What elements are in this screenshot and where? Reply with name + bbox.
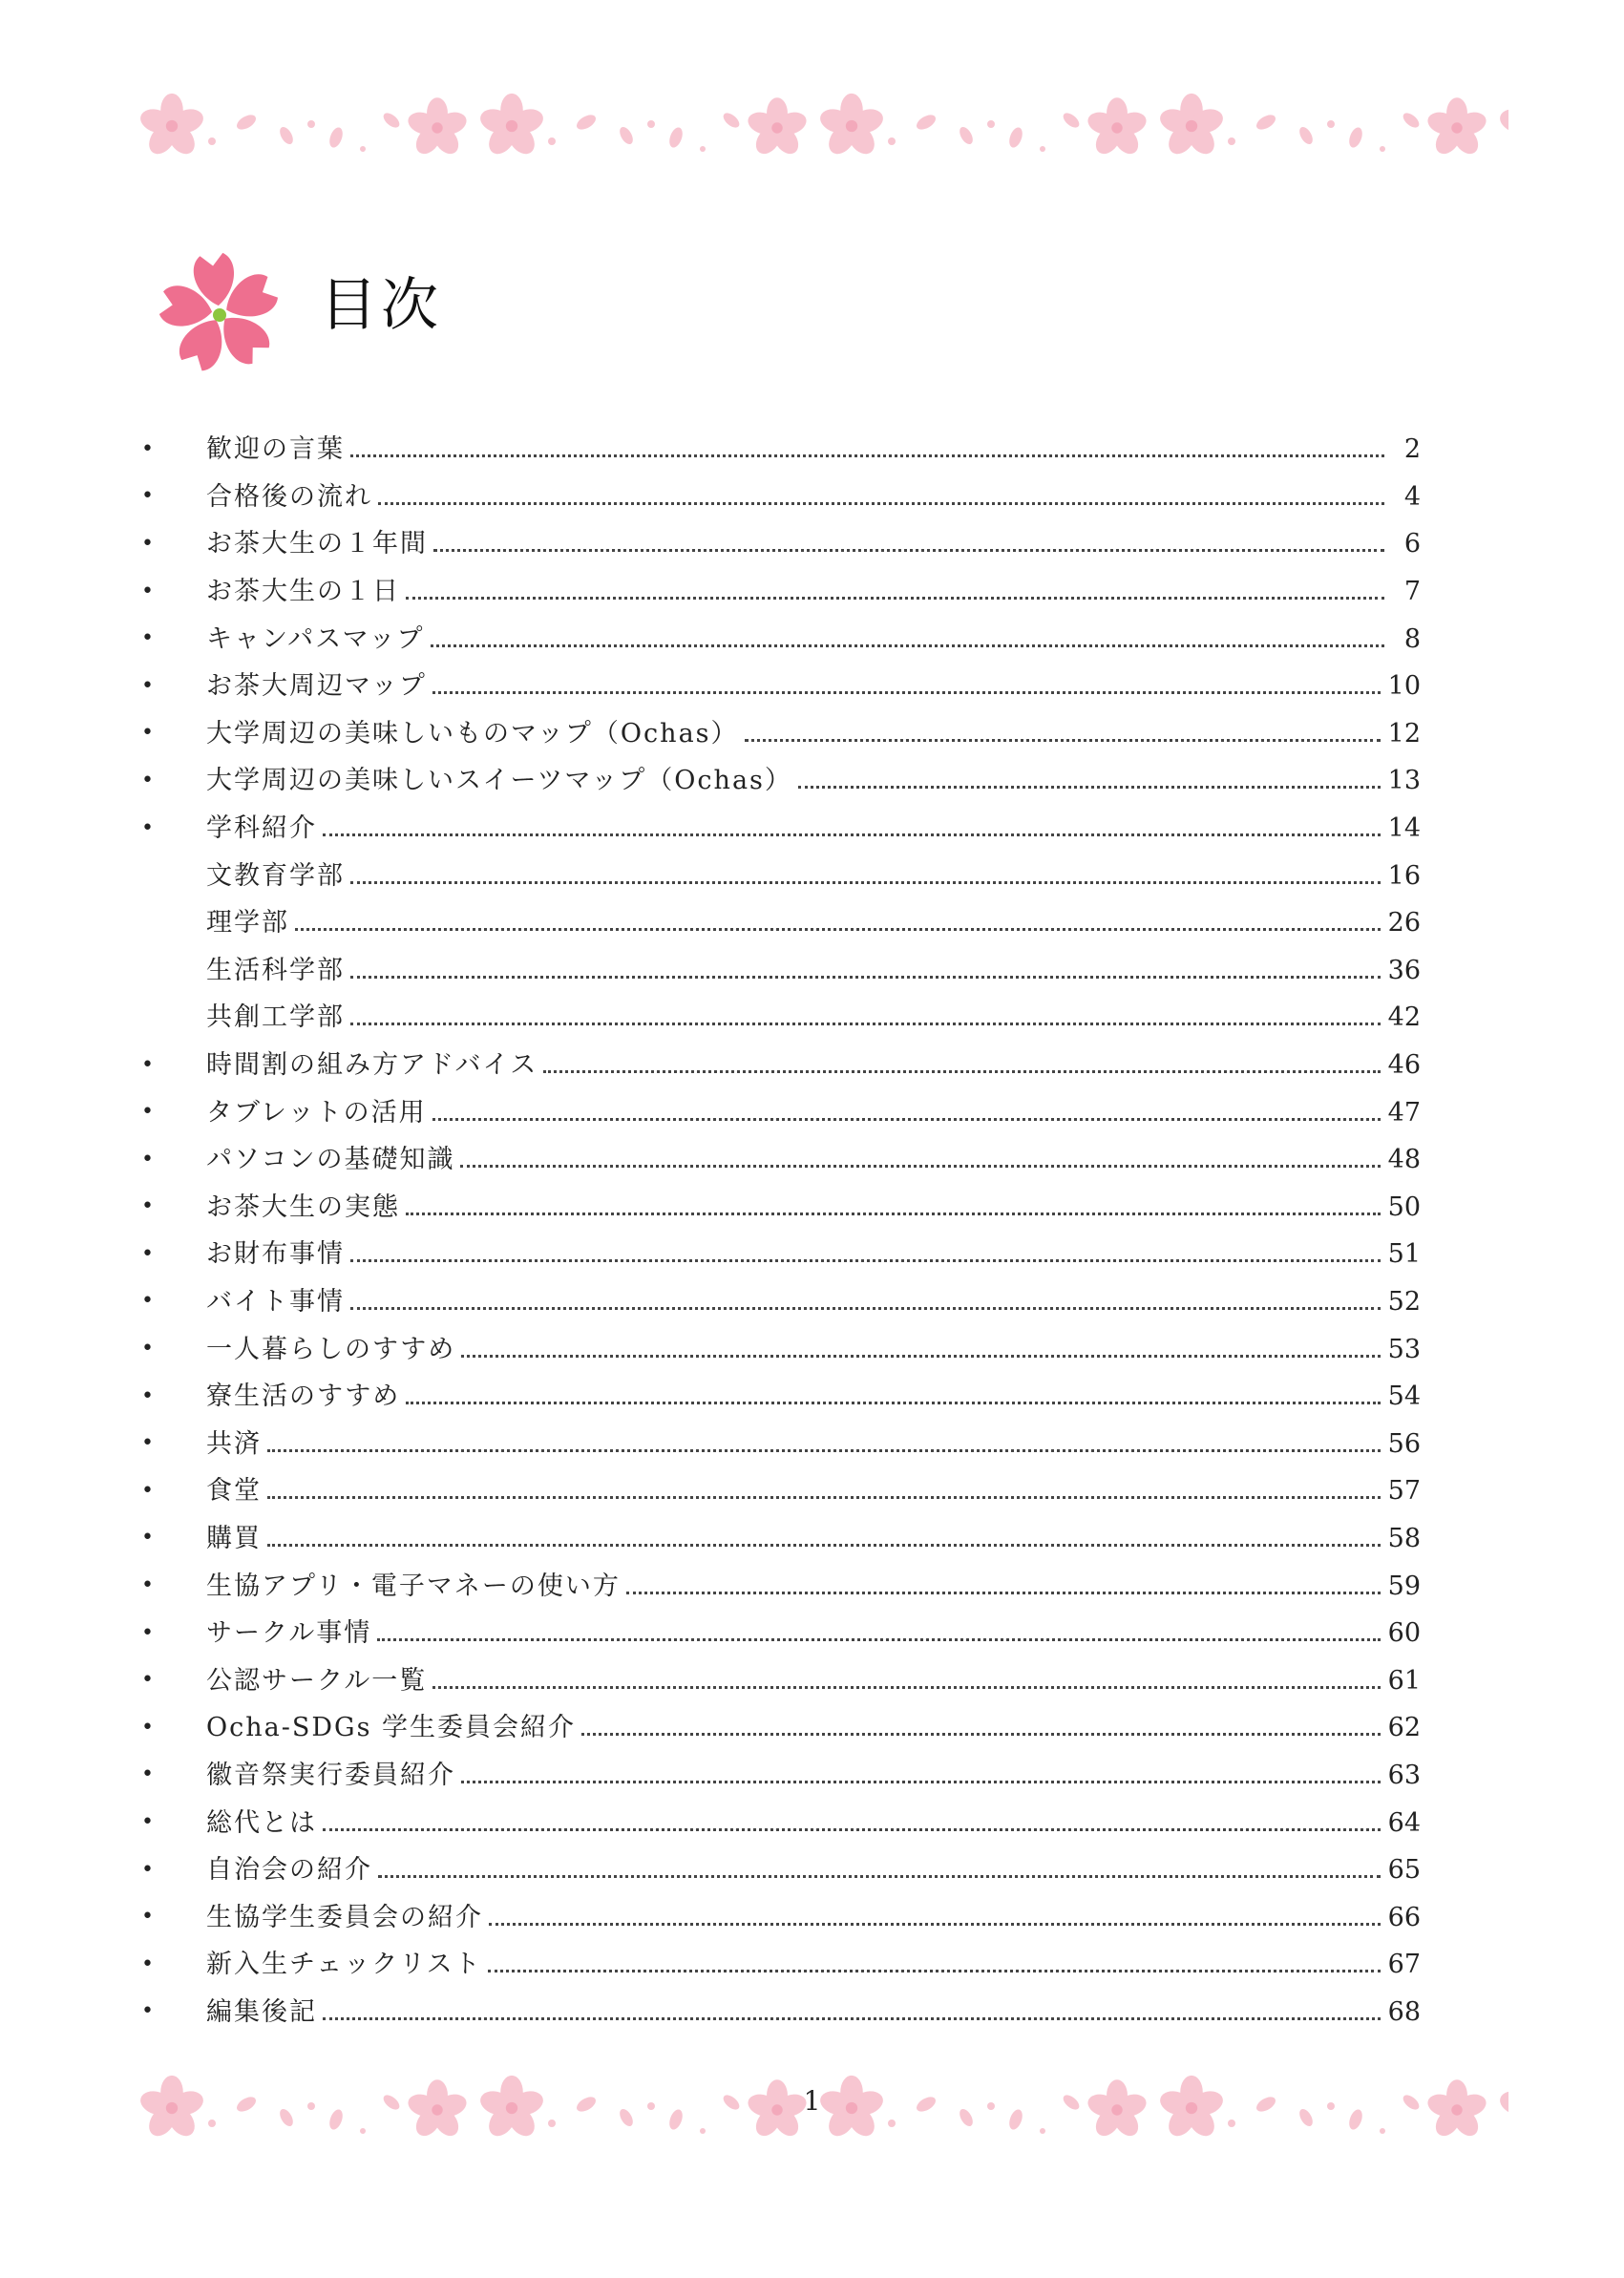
toc-entry-label: お財布事情 <box>206 1239 345 1270</box>
toc-entry[interactable] <box>141 1184 1421 1232</box>
toc-entry-page: 10 <box>1387 671 1421 702</box>
toc-entry[interactable] <box>141 426 1421 474</box>
bullet-icon: • <box>141 1431 154 1456</box>
bullet-icon: • <box>141 1762 154 1787</box>
toc-entry-label: 食堂 <box>206 1476 262 1507</box>
dot-leader <box>323 1828 1381 1831</box>
toc-entry-label: お茶大生の１日 <box>206 577 400 607</box>
bullet-icon: • <box>141 1241 154 1266</box>
toc-entry-page: 13 <box>1387 766 1421 796</box>
bullet-icon: • <box>141 673 154 698</box>
dot-leader <box>378 1875 1381 1878</box>
bullet-icon: • <box>141 768 154 792</box>
toc-entry[interactable] <box>141 1136 1421 1184</box>
bullet-icon: • <box>141 1715 154 1740</box>
toc-entry[interactable] <box>141 1799 1421 1846</box>
bullet-icon: • <box>141 1337 154 1361</box>
dot-leader <box>350 1307 1381 1310</box>
toc-entry-label: 自治会の紹介 <box>206 1855 372 1886</box>
dot-leader <box>432 691 1381 694</box>
toc-entry[interactable] <box>141 1610 1421 1657</box>
toc-entry-page: 54 <box>1387 1382 1421 1412</box>
bullet-icon: • <box>141 721 154 746</box>
toc-entry-page: 68 <box>1387 1996 1421 2027</box>
toc-entry-page: 46 <box>1387 1050 1421 1081</box>
table-of-contents <box>141 426 1421 2035</box>
toc-entry[interactable] <box>141 1846 1421 1894</box>
toc-entry-label: タブレットの活用 <box>206 1097 427 1128</box>
toc-entry[interactable] <box>141 1515 1421 1563</box>
toc-entry[interactable] <box>141 615 1421 663</box>
toc-entry-page: 8 <box>1403 623 1421 654</box>
dot-leader <box>350 881 1381 884</box>
toc-entry-page: 63 <box>1387 1760 1421 1790</box>
toc-entry-label: 公認サークル一覧 <box>206 1665 428 1696</box>
dot-leader <box>377 1638 1380 1641</box>
toc-entry-label: 総代とは <box>206 1807 317 1838</box>
toc-entry-label: キャンパスマップ <box>206 623 425 654</box>
toc-entry-label: 共済 <box>206 1428 262 1459</box>
dot-leader <box>267 1449 1381 1452</box>
sakura-flower-icon <box>153 246 286 380</box>
bullet-icon: • <box>141 1289 154 1314</box>
toc-entry[interactable] <box>141 1941 1421 1989</box>
bullet-icon: • <box>141 1620 154 1645</box>
dot-leader <box>378 502 1384 505</box>
toc-entry-page: 64 <box>1387 1807 1421 1838</box>
toc-entry-label: バイト事情 <box>206 1286 345 1317</box>
bullet-icon: • <box>141 1951 154 1976</box>
dot-leader <box>350 1259 1381 1262</box>
toc-entry[interactable] <box>141 1325 1421 1373</box>
toc-entry-label: 一人暮らしのすすめ <box>206 1334 456 1364</box>
toc-entry[interactable] <box>141 805 1421 853</box>
toc-entry[interactable] <box>141 1042 1421 1089</box>
toc-entry-page: 47 <box>1387 1097 1421 1128</box>
dot-leader <box>798 786 1381 789</box>
toc-entry-page: 48 <box>1387 1145 1421 1175</box>
bullet-icon: • <box>141 1857 154 1882</box>
toc-entry[interactable] <box>141 663 1421 710</box>
toc-entry[interactable] <box>141 1562 1421 1610</box>
toc-entry[interactable] <box>141 852 1421 899</box>
bullet-icon: • <box>141 1526 154 1550</box>
dot-leader <box>432 1118 1381 1121</box>
bullet-icon: • <box>141 1573 154 1598</box>
bullet-icon: • <box>141 531 154 556</box>
toc-entry-label: 学科紹介 <box>206 813 317 844</box>
toc-entry[interactable] <box>141 1278 1421 1326</box>
toc-entry-page: 67 <box>1387 1950 1421 1980</box>
toc-entry-page: 14 <box>1387 813 1421 844</box>
bullet-icon: • <box>141 1383 154 1408</box>
bullet-icon: • <box>141 1147 154 1171</box>
toc-entry[interactable] <box>141 947 1421 995</box>
dot-leader <box>461 1781 1381 1783</box>
bullet-icon: • <box>141 1100 154 1125</box>
dot-leader <box>543 1070 1380 1073</box>
toc-entry-page: 57 <box>1387 1476 1421 1507</box>
dot-leader <box>745 739 1381 742</box>
toc-entry-page: 36 <box>1387 955 1421 985</box>
dot-leader <box>581 1733 1381 1736</box>
toc-entry-label: 寮生活のすすめ <box>206 1382 401 1412</box>
dot-leader <box>295 928 1381 931</box>
toc-entry-label: 生協アプリ・電子マネーの使い方 <box>206 1571 621 1601</box>
toc-entry-page: 59 <box>1387 1571 1421 1601</box>
toc-entry-label: 購買 <box>206 1523 262 1553</box>
toc-entry-page: 62 <box>1387 1713 1421 1743</box>
toc-entry-label: 合格後の流れ <box>206 481 372 512</box>
bullet-icon: • <box>141 626 154 651</box>
toc-entry-page: 66 <box>1387 1902 1421 1932</box>
toc-entry-label: 新入生チェックリスト <box>206 1950 482 1980</box>
toc-entry-page: 53 <box>1387 1334 1421 1364</box>
bullet-icon: • <box>141 1905 154 1930</box>
toc-entry[interactable] <box>141 568 1421 616</box>
toc-entry-label: 時間割の組み方アドバイス <box>206 1050 538 1081</box>
bullet-icon: • <box>141 815 154 840</box>
bullet-icon: • <box>141 1052 154 1077</box>
toc-entry-label: Ocha-SDGs 学生委員会紹介 <box>206 1713 577 1743</box>
bullet-icon: • <box>141 1668 154 1693</box>
toc-entry[interactable] <box>141 1467 1421 1515</box>
toc-entry-page: 50 <box>1387 1192 1421 1222</box>
dot-leader <box>267 1496 1381 1499</box>
toc-entry[interactable] <box>141 474 1421 521</box>
page-title: 目次 <box>320 272 442 339</box>
bullet-icon: • <box>141 1999 154 2024</box>
bullet-icon: • <box>141 1194 154 1219</box>
toc-entry-page: 51 <box>1387 1239 1421 1270</box>
toc-entry[interactable] <box>141 899 1421 947</box>
toc-entry-label: 文教育学部 <box>206 860 345 891</box>
bullet-icon: • <box>141 1810 154 1835</box>
dot-leader <box>267 1544 1381 1547</box>
dot-leader <box>350 976 1381 979</box>
toc-entry-page: 4 <box>1403 481 1421 512</box>
toc-entry[interactable] <box>141 1088 1421 1136</box>
toc-entry-label: 編集後記 <box>206 1996 317 2027</box>
toc-entry-page: 26 <box>1387 908 1421 939</box>
bullet-icon: • <box>141 484 154 509</box>
toc-entry[interactable] <box>141 1656 1421 1704</box>
toc-entry[interactable] <box>141 1373 1421 1421</box>
dot-leader <box>406 1402 1380 1404</box>
toc-entry-label: お茶大生の実態 <box>206 1192 400 1222</box>
dot-leader <box>461 1355 1380 1358</box>
bullet-icon: • <box>141 579 154 603</box>
toc-entry-label: お茶大周辺マップ <box>206 671 427 702</box>
toc-entry[interactable] <box>141 757 1421 805</box>
toc-entry-label: パソコンの基礎知識 <box>206 1145 455 1175</box>
dot-leader <box>406 597 1384 600</box>
toc-entry[interactable] <box>141 1989 1421 2036</box>
toc-entry[interactable] <box>141 710 1421 758</box>
dot-leader <box>488 1970 1381 1972</box>
toc-entry-label: 徽音祭実行委員紹介 <box>206 1760 455 1790</box>
toc-entry-page: 12 <box>1387 718 1421 749</box>
toc-entry[interactable] <box>141 1893 1421 1941</box>
toc-entry-label: 生活科学部 <box>206 955 345 985</box>
toc-entry-label: 生協学生委員会の紹介 <box>206 1902 483 1932</box>
toc-entry[interactable] <box>141 1231 1421 1278</box>
toc-entry-label: サークル事情 <box>206 1618 372 1649</box>
dot-leader <box>433 549 1384 552</box>
toc-entry-label: 共創工学部 <box>206 1002 345 1033</box>
toc-entry[interactable] <box>141 1704 1421 1752</box>
cherry-blossom-border-top <box>134 86 1508 172</box>
toc-entry-page: 58 <box>1387 1523 1421 1553</box>
toc-entry-page: 52 <box>1387 1286 1421 1317</box>
toc-entry-label: 大学周辺の美味しいスイーツマップ（Ochas） <box>206 766 792 796</box>
toc-entry-page: 7 <box>1403 577 1421 607</box>
page-number: 1 <box>803 2085 821 2117</box>
toc-entry-page: 65 <box>1387 1855 1421 1886</box>
dot-leader <box>350 454 1384 457</box>
bullet-icon: • <box>141 436 154 461</box>
dot-leader <box>626 1592 1381 1594</box>
toc-entry-page: 6 <box>1403 529 1421 559</box>
dot-leader <box>323 2017 1381 2020</box>
toc-entry-page: 61 <box>1387 1665 1421 1696</box>
dot-leader <box>489 1923 1381 1926</box>
dot-leader <box>460 1165 1380 1168</box>
dot-leader <box>406 1213 1381 1215</box>
toc-entry[interactable] <box>141 1752 1421 1800</box>
dot-leader <box>350 1023 1381 1025</box>
toc-entry-page: 42 <box>1387 1002 1421 1033</box>
toc-entry-label: お茶大生の１年間 <box>206 529 428 559</box>
toc-entry-page: 56 <box>1387 1428 1421 1459</box>
toc-entry-page: 2 <box>1403 434 1421 465</box>
toc-entry[interactable] <box>141 1420 1421 1467</box>
bullet-icon: • <box>141 1478 154 1503</box>
toc-entry-label: 歓迎の言葉 <box>206 434 345 465</box>
dot-leader <box>431 644 1385 647</box>
toc-entry[interactable] <box>141 520 1421 568</box>
dot-leader <box>432 1686 1380 1689</box>
toc-entry-page: 16 <box>1387 860 1421 891</box>
toc-entry[interactable] <box>141 994 1421 1042</box>
toc-entry-page: 60 <box>1387 1618 1421 1649</box>
toc-entry-label: 大学周辺の美味しいものマップ（Ochas） <box>206 718 739 749</box>
toc-entry-label: 理学部 <box>206 908 289 939</box>
dot-leader <box>323 833 1381 836</box>
